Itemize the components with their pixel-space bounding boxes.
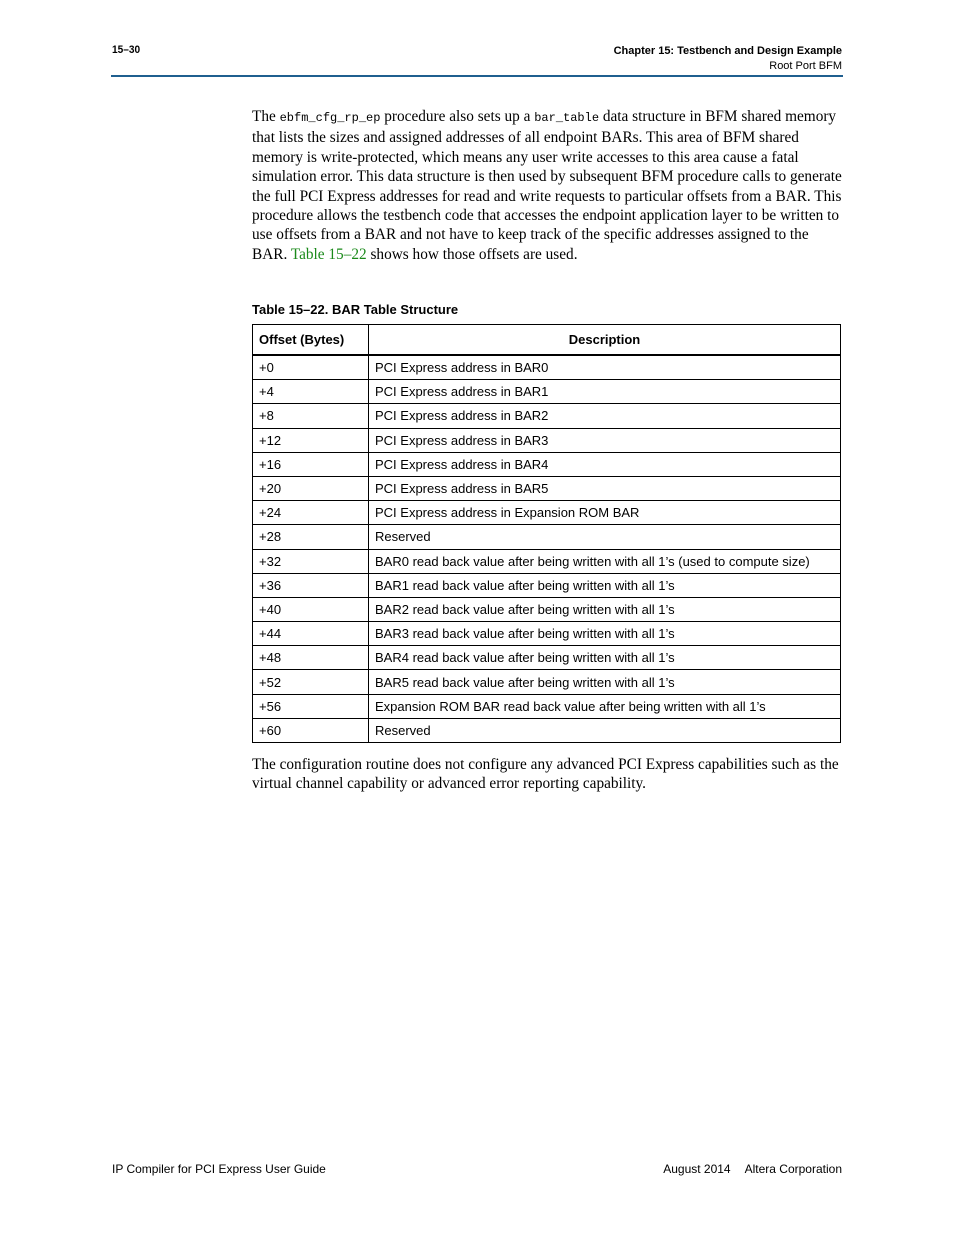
offset-cell: +16 bbox=[253, 452, 369, 476]
column-header-description: Description bbox=[369, 325, 841, 356]
offset-cell: +28 bbox=[253, 525, 369, 549]
description-cell: PCI Express address in BAR3 bbox=[369, 428, 841, 452]
offset-cell: +24 bbox=[253, 501, 369, 525]
offset-cell: +36 bbox=[253, 573, 369, 597]
description-cell: BAR1 read back value after being written with all 1’s bbox=[369, 573, 841, 597]
table-row bbox=[253, 525, 841, 549]
table-row bbox=[253, 501, 841, 525]
offset-cell: +0 bbox=[253, 355, 369, 380]
code-bar-table: bar_table bbox=[534, 111, 600, 125]
column-header-offset: Offset (Bytes) bbox=[253, 325, 369, 356]
header-rule bbox=[111, 75, 843, 77]
table-row bbox=[253, 670, 841, 694]
running-header bbox=[614, 44, 842, 74]
description-cell: BAR5 read back value after being written with all 1’s bbox=[369, 670, 841, 694]
table-xref-link[interactable]: Table 15–22 bbox=[290, 245, 367, 263]
closing-paragraph: The configuration routine does not configure any advanced PCI Express capabilities such as the virtual channel capability or advanced error reporting capability. bbox=[252, 756, 839, 793]
table-row bbox=[253, 380, 841, 404]
intro-text-4: shows how those offsets are used. bbox=[366, 245, 578, 263]
offset-cell: +32 bbox=[253, 549, 369, 573]
offset-cell: +20 bbox=[253, 476, 369, 500]
offset-cell: +12 bbox=[253, 428, 369, 452]
description-cell: BAR0 read back value after being written with all 1’s (used to compute size) bbox=[369, 549, 841, 573]
table-row bbox=[253, 694, 841, 718]
offset-cell: +48 bbox=[253, 646, 369, 670]
page-number: 15–30 bbox=[112, 44, 141, 56]
offset-cell: +8 bbox=[253, 404, 369, 428]
code-ebfm-cfg-rp-ep: ebfm_cfg_rp_ep bbox=[279, 111, 381, 125]
footer-date: August 2014 bbox=[663, 1162, 731, 1176]
bar-table bbox=[252, 324, 841, 743]
description-cell: BAR3 read back value after being written with all 1’s bbox=[369, 622, 841, 646]
table-row bbox=[253, 718, 841, 742]
offset-cell: +60 bbox=[253, 718, 369, 742]
intro-text-3: data structure in BFM shared memory that lists the sizes and assigned addresses of all endpoint BARs. This area of BFM shared memory is write-protected, which means any user write accesses to this area cause a fatal simulation error. This data structure is then used by subsequent BFM procedure calls to generate the full PCI Express addresses for read and write requests to particular offsets from a BAR. This procedure allows the testbench code that accesses the endpoint application layer to be written to use offsets from a BAR and not have to keep track of the specific addresses assigned to the BAR. bbox=[252, 108, 842, 263]
table-row bbox=[253, 428, 841, 452]
description-cell: PCI Express address in BAR1 bbox=[369, 380, 841, 404]
description-cell: PCI Express address in BAR4 bbox=[369, 452, 841, 476]
intro-text-1: The bbox=[252, 108, 280, 125]
description-cell: PCI Express address in BAR0 bbox=[369, 355, 841, 380]
table-row bbox=[253, 573, 841, 597]
offset-cell: +40 bbox=[253, 597, 369, 621]
table-caption: Table 15–22. BAR Table Structure bbox=[252, 302, 459, 317]
table-row bbox=[253, 355, 841, 380]
description-cell: BAR4 read back value after being written with all 1’s bbox=[369, 646, 841, 670]
table-row bbox=[253, 404, 841, 428]
footer-doc-title: IP Compiler for PCI Express User Guide bbox=[112, 1162, 326, 1176]
offset-cell: +44 bbox=[253, 622, 369, 646]
footer-company: Altera Corporation bbox=[744, 1162, 842, 1176]
offset-cell: +4 bbox=[253, 380, 369, 404]
section-title: Root Port BFM bbox=[769, 60, 842, 72]
intro-text-2: procedure also sets up a bbox=[380, 108, 535, 125]
description-cell: Expansion ROM BAR read back value after being written with all 1’s bbox=[369, 694, 841, 718]
footer-right bbox=[663, 1162, 842, 1176]
table-row bbox=[253, 597, 841, 621]
table-row bbox=[253, 476, 841, 500]
table-row bbox=[253, 622, 841, 646]
description-cell: PCI Express address in Expansion ROM BAR bbox=[369, 501, 841, 525]
description-cell: PCI Express address in BAR2 bbox=[369, 404, 841, 428]
table-row bbox=[253, 549, 841, 573]
offset-cell: +52 bbox=[253, 670, 369, 694]
table-row bbox=[253, 646, 841, 670]
intro-paragraph bbox=[252, 107, 842, 264]
table-row bbox=[253, 452, 841, 476]
table-header-row bbox=[253, 325, 841, 356]
chapter-title: Chapter 15: Testbench and Design Example bbox=[613, 45, 842, 57]
offset-cell: +56 bbox=[253, 694, 369, 718]
description-cell: Reserved bbox=[369, 718, 841, 742]
description-cell: PCI Express address in BAR5 bbox=[369, 476, 841, 500]
description-cell: BAR2 read back value after being written with all 1’s bbox=[369, 597, 841, 621]
description-cell: Reserved bbox=[369, 525, 841, 549]
